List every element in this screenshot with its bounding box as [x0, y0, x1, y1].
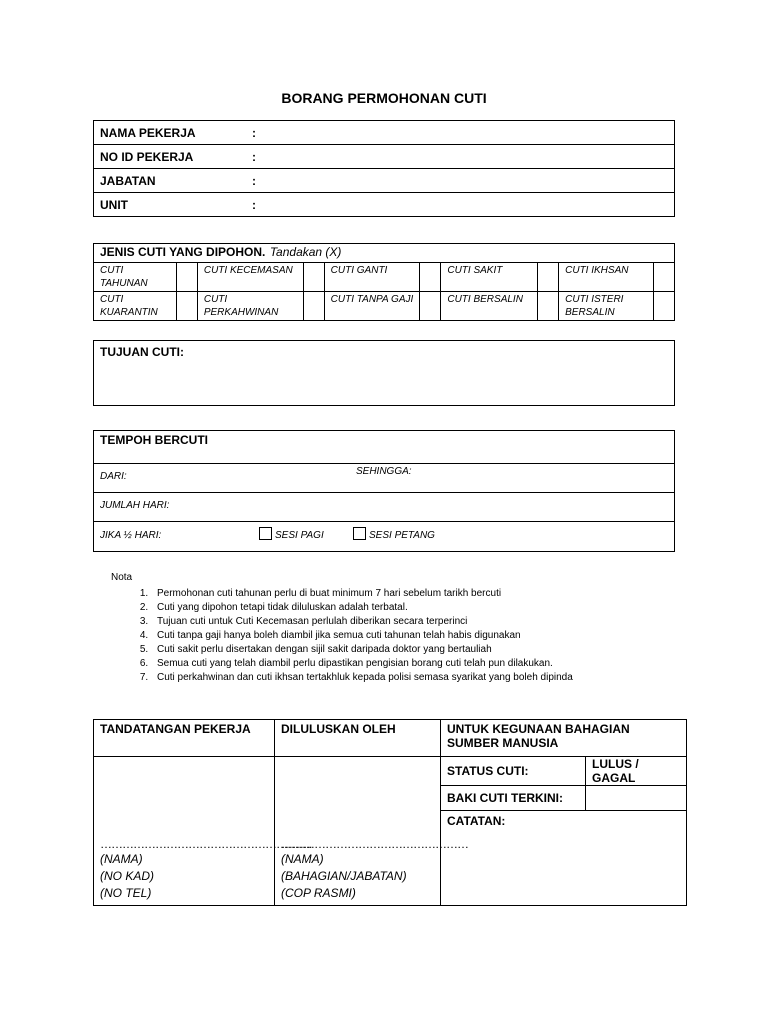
list-item: 1. Permohonan cuti tahunan perlu di buat minimum 7 hari sebelum tarikh bercuti	[151, 587, 711, 601]
id-label: NO ID PEKERJA	[94, 145, 247, 169]
leave-option-checkbox[interactable]	[420, 263, 441, 292]
signature-table	[93, 719, 687, 906]
employee-tel-line: (NO TEL)	[100, 886, 152, 900]
page-title: BORANG PERMOHONAN CUTI	[281, 90, 487, 106]
leave-option-checkbox[interactable]	[420, 292, 441, 321]
unit-label: UNIT	[94, 193, 247, 217]
list-item: 2. Cuti yang dipohon tetapi tidak diluluskan adalah terbatal.	[151, 601, 711, 615]
leave-purpose-box[interactable]	[93, 340, 675, 406]
jabatan-label: JABATAN	[94, 169, 247, 193]
remarks-box[interactable]	[441, 811, 687, 906]
leave-option-label: CUTI SAKIT	[441, 263, 538, 292]
signature-line: ………………………………………………….	[100, 837, 312, 851]
info-row-unit	[94, 193, 675, 217]
list-item: 7. Cuti perkahwinan dan cuti ikhsan tertakhluk kepada polisi semasa syarikat yang boleh dipinda	[151, 671, 711, 685]
afternoon-session-option[interactable]	[353, 525, 435, 543]
nama-field[interactable]: :	[246, 121, 675, 145]
leave-status-label: STATUS CUTI:	[441, 757, 586, 786]
total-days-label: JUMLAH HARI:	[100, 500, 170, 511]
approver-department-line: (BAHAGIAN/JABATAN)	[281, 869, 407, 883]
leave-option-checkbox[interactable]	[538, 292, 559, 321]
leave-purpose-label: TUJUAN CUTI:	[100, 345, 184, 359]
half-day-row	[94, 522, 675, 552]
notes-label: Nota	[111, 572, 133, 583]
leave-option-checkbox[interactable]	[538, 263, 559, 292]
approver-name-line: (NAMA)	[281, 852, 324, 866]
info-row-nama	[94, 121, 675, 145]
leave-period-label: TEMPOH BERCUTI	[94, 431, 675, 464]
leave-option-label: CUTI TAHUNAN	[94, 263, 177, 292]
approved-by-header: DILULUSKAN OLEH	[275, 720, 441, 757]
employee-signature-box[interactable]	[94, 757, 312, 906]
remarks-label: CATATAN:	[447, 814, 506, 828]
until-label: SEHINGGA:	[356, 466, 412, 477]
leave-option-checkbox[interactable]	[176, 292, 197, 321]
leave-period-table	[93, 430, 675, 552]
leave-type-note: Tandakan (X)	[269, 245, 342, 259]
list-item: 4. Cuti tanpa gaji hanya boleh diambil jika semua cuti tahunan telah habis digunakan	[151, 629, 711, 643]
from-label: DARI:	[100, 471, 127, 482]
date-range-row[interactable]	[94, 464, 675, 493]
info-row-jabatan	[94, 169, 675, 193]
employee-signature-header: TANDATANGAN PEKERJA	[94, 720, 275, 757]
leave-option-label: CUTI BERSALIN	[441, 292, 538, 321]
afternoon-checkbox[interactable]	[353, 527, 366, 540]
employee-ic-line: (NO KAD)	[100, 869, 154, 883]
jabatan-field[interactable]: :	[246, 169, 675, 193]
leave-type-row	[94, 263, 675, 292]
unit-field[interactable]: :	[246, 193, 675, 217]
leave-type-table	[93, 243, 675, 321]
leave-option-label: CUTI PERKAHWINAN	[197, 292, 303, 321]
official-stamp-line: (COP RASMI)	[281, 886, 356, 900]
leave-type-header	[94, 244, 675, 263]
leave-type-row	[94, 292, 675, 321]
leave-status-value[interactable]: LULUS / GAGAL	[586, 757, 687, 786]
list-item: 5. Cuti sakit perlu disertakan dengan sijil sakit daripada doktor yang bertauliah	[151, 643, 711, 657]
info-row-id	[94, 145, 675, 169]
afternoon-label: SESI PETANG	[369, 530, 435, 541]
morning-checkbox[interactable]	[259, 527, 272, 540]
leave-option-label: CUTI KECEMASAN	[197, 263, 303, 292]
leave-option-checkbox[interactable]	[653, 263, 674, 292]
half-day-label: JIKA ½ HARI:	[100, 530, 162, 541]
id-field[interactable]: :	[246, 145, 675, 169]
notes-section	[111, 571, 711, 685]
leave-balance-label: BAKI CUTI TERKINI:	[441, 786, 586, 811]
leave-option-checkbox[interactable]	[176, 263, 197, 292]
morning-session-option[interactable]	[259, 525, 324, 543]
list-item: 3. Tujuan cuti untuk Cuti Kecemasan perlulah diberikan secara terperinci	[151, 615, 711, 629]
morning-label: SESI PAGI	[275, 530, 324, 541]
leave-option-label: CUTI GANTI	[324, 263, 420, 292]
leave-option-checkbox[interactable]	[653, 292, 674, 321]
hr-use-header: UNTUK KEGUNAAN BAHAGIAN SUMBER MANUSIA	[441, 720, 687, 757]
leave-option-label: CUTI KUARANTIN	[94, 292, 177, 321]
notes-list	[111, 587, 711, 685]
leave-type-title: JENIS CUTI YANG DIPOHON.	[100, 245, 266, 259]
leave-balance-field[interactable]	[586, 786, 687, 811]
leave-option-checkbox[interactable]	[303, 292, 324, 321]
total-days-row[interactable]	[94, 493, 675, 522]
leave-option-label: CUTI IKHSAN	[559, 263, 654, 292]
list-item: 6. Semua cuti yang telah diambil perlu dipastikan pengisian borang cuti telah pun dilakukan.	[151, 657, 711, 671]
leave-option-label: CUTI TANPA GAJI	[324, 292, 420, 321]
leave-option-checkbox[interactable]	[303, 263, 324, 292]
approver-signature-box[interactable]	[275, 757, 468, 906]
employee-info-table	[93, 120, 675, 217]
leave-option-label: CUTI ISTERI BERSALIN	[559, 292, 654, 321]
employee-name-line: (NAMA)	[100, 852, 143, 866]
signature-line: ……………………………………………	[281, 837, 468, 851]
nama-label: NAMA PEKERJA	[94, 121, 247, 145]
